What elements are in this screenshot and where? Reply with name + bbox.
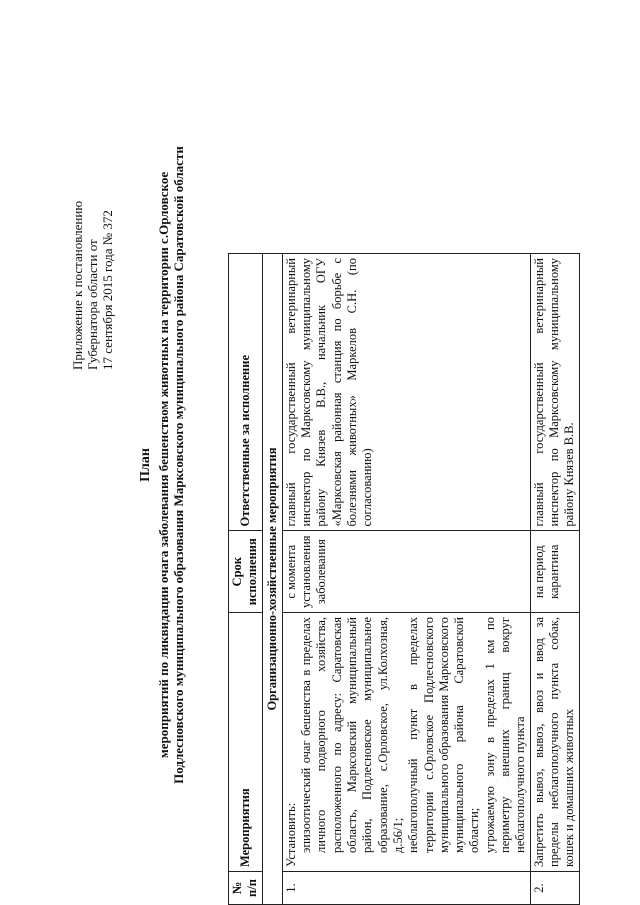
approval-note [70, 50, 115, 370]
table-row [530, 254, 579, 905]
event-line: неблагополучный пункт в пределах территории с.Орловское Подлесновского муниципального образования Марксовского муниципального района Саратовской области; [406, 617, 482, 853]
section-title: Организационно-хозяйственные мероприятия [262, 254, 282, 905]
row-term: с момента установления заболевания [282, 531, 530, 613]
event-line: угрожаемую зону в пределах 1 км по периметру внешних границ вокруг неблагополучного пункта [482, 617, 528, 853]
header-responsible: Ответственные за исполнение [229, 254, 263, 531]
title-line-2: Подлесновского муниципального образования Марксовского муниципального района Саратовской области [171, 146, 186, 784]
title-word: План [138, 448, 153, 482]
title-line-1: мероприятий по ликвидации очага заболевания бешенством животных на территории с.Орловское [156, 171, 171, 759]
row-event [530, 613, 579, 872]
row-num: 1. [282, 872, 530, 905]
section-row [262, 254, 282, 905]
header-term: Срок исполнения [229, 531, 263, 613]
row-responsible: главный государственный ветеринарный инспектор по Марксовскому муниципальному району Князев В.В., начальник ОГУ «Марксовская районная станция по борьбе с болезнями животных» Маркелов С.Н. (по согласованию) [282, 254, 530, 531]
approval-line-3: 17 сентября 2015 года № 372 [100, 210, 115, 370]
row-event [282, 613, 530, 872]
approval-line-1: Приложение к постановлению [70, 200, 85, 370]
table-row [282, 254, 530, 905]
plan-table [228, 253, 580, 905]
approval-line-2: Губернатора области от [85, 239, 100, 370]
header-event: Мероприятия [229, 613, 263, 872]
plan-title [138, 85, 186, 845]
row-responsible: главный государственный ветеринарный инспектор по Марксовскому муниципальному району Князев В.В. [530, 254, 579, 531]
row-num: 2. [530, 872, 579, 905]
event-line: эпизоотический очаг бешенства в пределах личного подворного хозяйства, расположенного по адресу: Саратовская область, Марксовский муниципальный район, Подлесновское муниципальное образование, с.Орловское, ул.Колхозная, д.56/1; [299, 617, 405, 853]
table-header-row [229, 254, 263, 905]
event-line: Установить: [283, 802, 298, 867]
row-term: на период карантина [530, 531, 579, 613]
event-line: Запретить вывоз, вывоз, ввоз и ввод за пределы неблагополучного пункта собак, кошек и домашних животных [531, 617, 577, 867]
header-num: № п/п [229, 872, 263, 905]
